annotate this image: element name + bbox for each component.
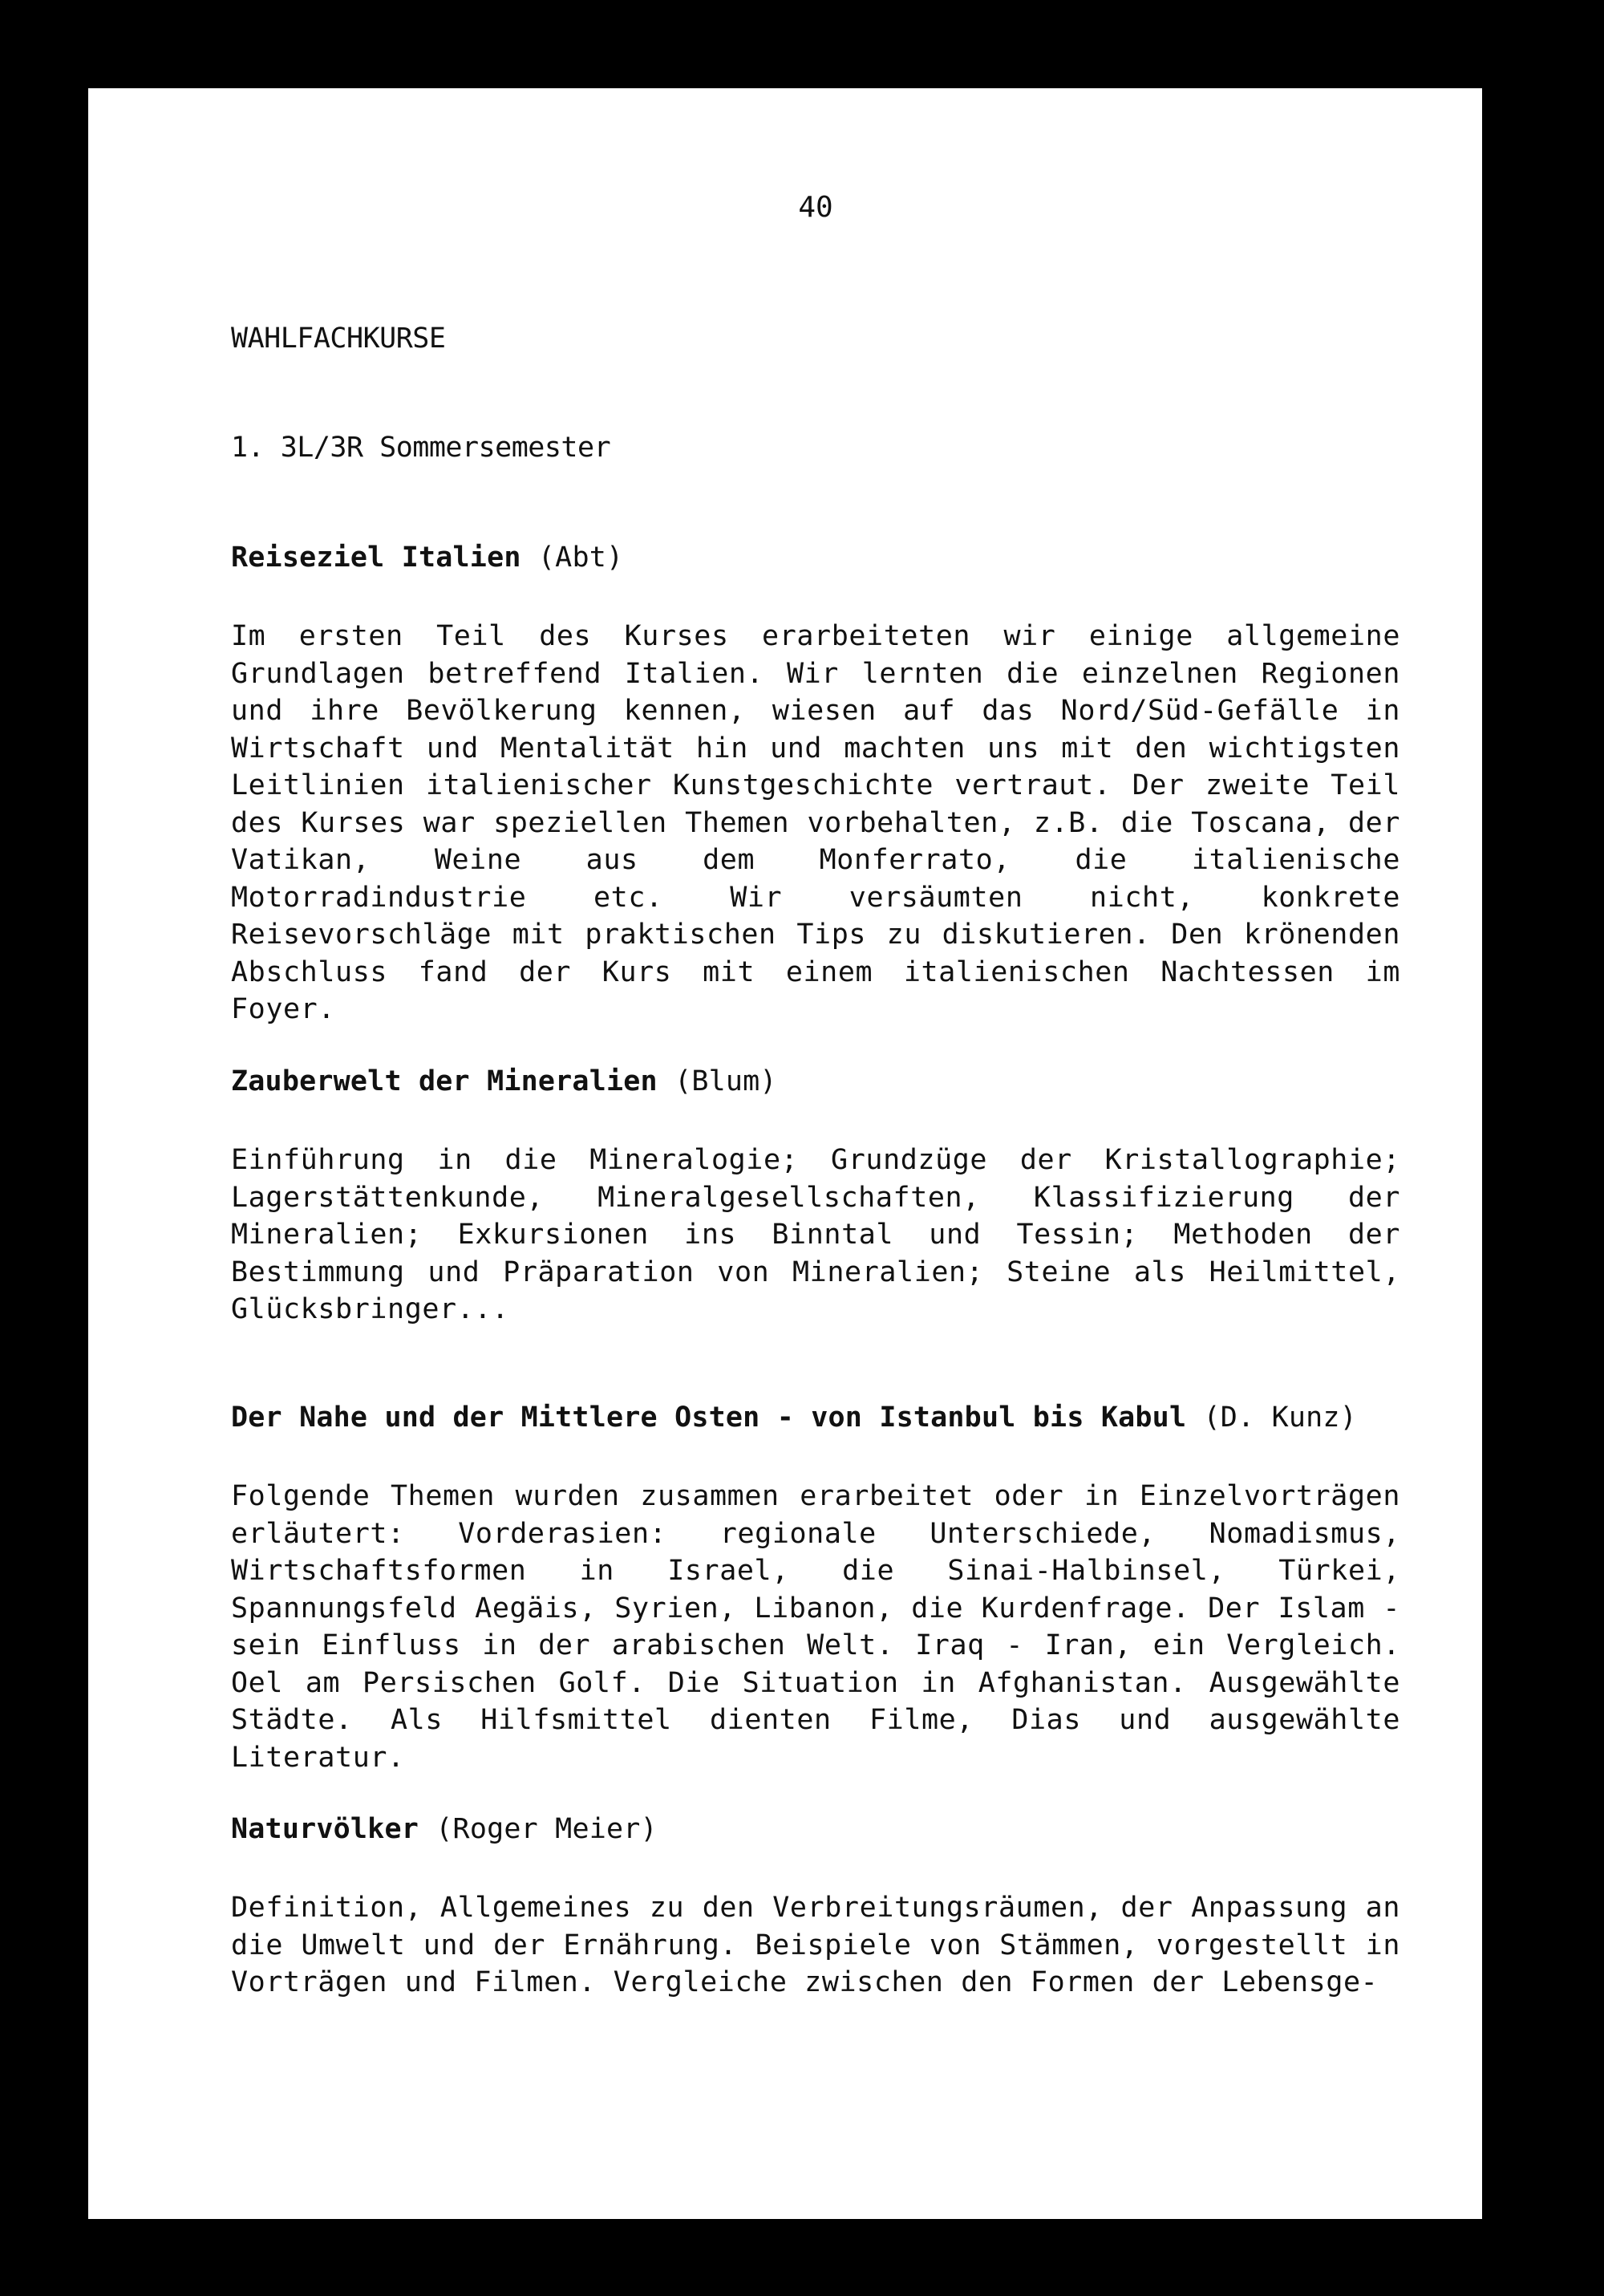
course-description-italien: Im ersten Teil des Kurses erarbeiteten wir einige allgemeine Grundlagen betreffend Italien. Wir lernten die einzelnen Regionen und ihre Bevölkerung kennen, wiesen auf das Nord/Süd-Gefälle in Wirtschaft und Mentalität hin und machten uns mit den wichtigsten Leitlinien italienischer Kunstgeschichte vertraut. Der zweite Teil des Kurses war speziellen Themen vorbehalten, z.B. die Toscana, der Vatikan, Weine aus dem Monferrato, die italienische Motorradindustrie etc. Wir versäumten nicht, konkrete Reisevorschläge mit praktischen Tips zu diskutieren. Den krönenden Abschluss fand der Kurs mit einem italienischen Nachtessen im Foyer. bbox=[231, 620, 1400, 1025]
course-description-naturvoelker: Definition, Allgemeines zu den Verbreitungsräumen, der Anpassung an die Umwelt und der Ernährung. Beispiele von Stämmen, vorgestellt in Vorträgen und Filmen. Vergleiche zwischen den Formen der Lebensge- bbox=[231, 1892, 1400, 1998]
course-description-naher-osten: Folgende Themen wurden zusammen erarbeitet oder in Einzelvorträgen erläutert: Vorderasien: regionale Unterschiede, Nomadismus, Wirtschaftsformen in Israel, die Sinai-Halbinsel, Türkei, Spannungsfeld Aegäis, Syrien, Libanon, die Kurdenfrage. Der Islam - sein Einfluss in der arabischen Welt. Iraq - Iran, ein Vergleich. Oel am Persischen Golf. Die Situation in Afghanistan. Ausgewählte Städte. Als Hilfsmittel dienten Filme, Dias und ausgewählte Literatur. bbox=[231, 1480, 1400, 1774]
page-number: 40 bbox=[798, 191, 833, 224]
course-instructor: (Blum) bbox=[657, 1065, 777, 1097]
course-title-naturvoelker bbox=[231, 1813, 658, 1845]
document-page bbox=[88, 88, 1482, 2219]
course-instructor: (Roger Meier) bbox=[419, 1813, 658, 1845]
course-description-mineralien: Einführung in die Mineralogie; Grundzüge der Kristallographie; Lagerstättenkunde, Mineralgesellschaften, Klassifizierung der Mineralien; Exkursionen ins Binntal und Tessin; Methoden der Bestimmung und Präparation von Mineralien; Steine als Heilmittel, Glücksbringer... bbox=[231, 1144, 1400, 1325]
course-instructor: (Abt) bbox=[520, 542, 624, 574]
course-title-text: Zauberwelt der Mineralien bbox=[231, 1065, 658, 1097]
subsection-heading: 1. 3L/3R Sommersemester bbox=[231, 432, 611, 464]
course-instructor: (D. Kunz) bbox=[1186, 1402, 1357, 1434]
course-title-text: Der Nahe und der Mittlere Osten - von Istanbul bis Kabul bbox=[231, 1402, 1187, 1434]
course-title-naher-osten bbox=[231, 1402, 1357, 1434]
section-heading: WAHLFACHKURSE bbox=[231, 322, 446, 355]
course-title-mineralien bbox=[231, 1065, 777, 1097]
course-title-text: Naturvölker bbox=[231, 1813, 419, 1845]
course-title-text: Reiseziel Italien bbox=[231, 542, 521, 574]
course-title-italien bbox=[231, 542, 623, 574]
